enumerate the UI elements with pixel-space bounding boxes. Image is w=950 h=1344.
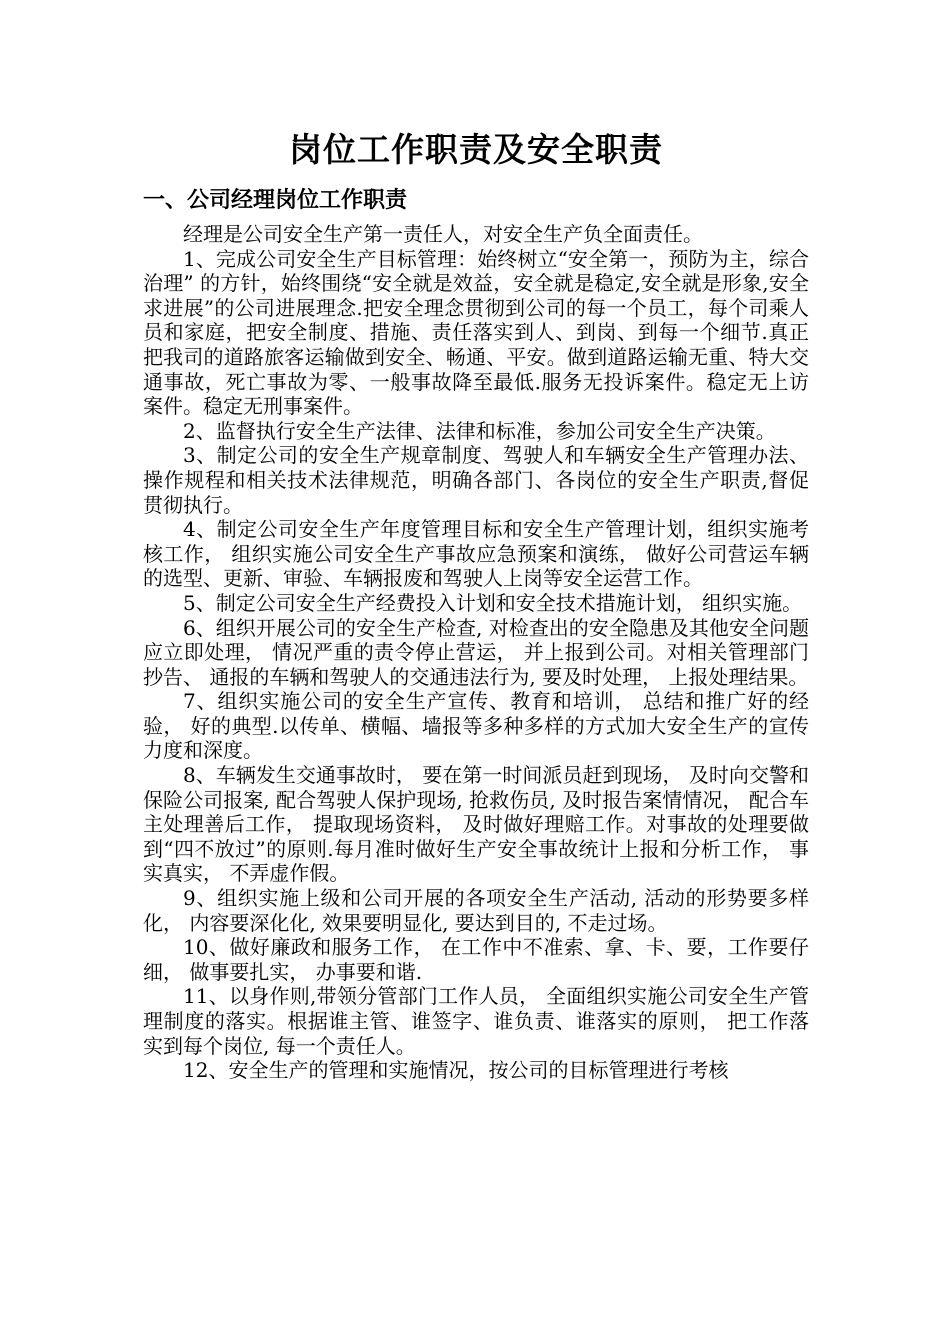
paragraph-item-9: 9、组织实施上级和公司开展的各项安全生产活动, 活动的形势要多样化， 内容要深化化, 效果要明显化, 要达到目的, 不走过场。 xyxy=(143,886,809,935)
paragraph-item-11: 11、以身作则,带领分管部门工作人员， 全面组织实施公司安全生产管理制度的落实。根据谁主管、谁签字、谁负责、谁落实的原则， 把工作落实到每个岗位, 每一个责任人。 xyxy=(143,984,809,1058)
document-body xyxy=(143,222,809,1083)
paragraph-item-6: 6、组织开展公司的安全生产检查, 对检查出的安全隐患及其他安全问题应立即处理， 情况严重的责令停止营运， 并上报到公司。对相关管理部门抄告、 通报的车辆和驾驶人的交通违法行为, 要及时处理， 上报处理结果。 xyxy=(143,615,809,689)
section-heading: 一、公司经理岗位工作职责 xyxy=(143,188,408,213)
paragraph-item-8: 8、车辆发生交通事故时， 要在第一时间派员赶到现场， 及时向交警和保险公司报案, 配合驾驶人保护现场, 抢救伤员, 及时报告案情情况， 配合车主处理善后工作， 提取现场资料， 及时做好理赔工作。对事故的处理要做到“四不放过”的原则.每月准时做好生产安全事故统计上报和分析工作， 事实真实， 不弄虚作假。 xyxy=(143,763,809,886)
document-title: 岗位工作职责及安全职责 xyxy=(289,130,663,169)
paragraph-item-4: 4、制定公司安全生产年度管理目标和安全生产管理计划，组织实施考核工作， 组织实施公司安全生产事故应急预案和演练， 做好公司营运车辆的选型、更新、审验、车辆报废和驾驶人上岗等安全运营工作。 xyxy=(143,517,809,591)
paragraph-item-2: 2、监督执行安全生产法律、法律和标准，参加公司安全生产决策。 xyxy=(183,418,776,443)
paragraph-item-10: 10、做好廉政和服务工作， 在工作中不准索、拿、卡、要，工作要仔细， 做事要扎实， 办事要和谐. xyxy=(143,935,809,984)
paragraph-item-7: 7、组织实施公司的安全生产宣传、教育和培训， 总结和推广好的经验， 好的典型.以传单、横幅、墙报等多种多样的方式加大安全生产的宣传力度和深度。 xyxy=(143,689,809,763)
paragraph-item-5: 5、制定公司安全生产经费投入计划和安全技术措施计划， 组织实施。 xyxy=(183,590,803,615)
paragraph-item-1: 1、完成公司安全生产目标管理：始终树立“安全第一，预防为主，综合治理” 的方针，始终围绕“安全就是效益，安全就是稳定,安全就是形象,安全求进展”的公司进展理念.把安全理念贯彻到公司的每一个员工，每个司乘人员和家庭，把安全制度、措施、责任落实到人、到岗、到每一个细节.真正把我司的道路旅客运输做到安全、畅通、平安。做到道路运输无重、特大交通事故，死亡事故为零、一般事故降至最低.服务无投诉案件。稳定无上访案件。稳定无刑事案件。 xyxy=(143,246,809,419)
paragraph-item-3: 3、制定公司的安全生产规章制度、驾驶人和车辆安全生产管理办法、操作规程和相关技术法律规范，明确各部门、各岗位的安全生产职责,督促贯彻执行。 xyxy=(143,443,809,517)
paragraph-intro: 经理是公司安全生产第一责任人，对安全生产负全面责任。 xyxy=(183,222,703,246)
document-page xyxy=(143,128,809,1083)
paragraph-item-12: 12、安全生产的管理和实施情况，按公司的目标管理进行考核 xyxy=(183,1058,729,1083)
